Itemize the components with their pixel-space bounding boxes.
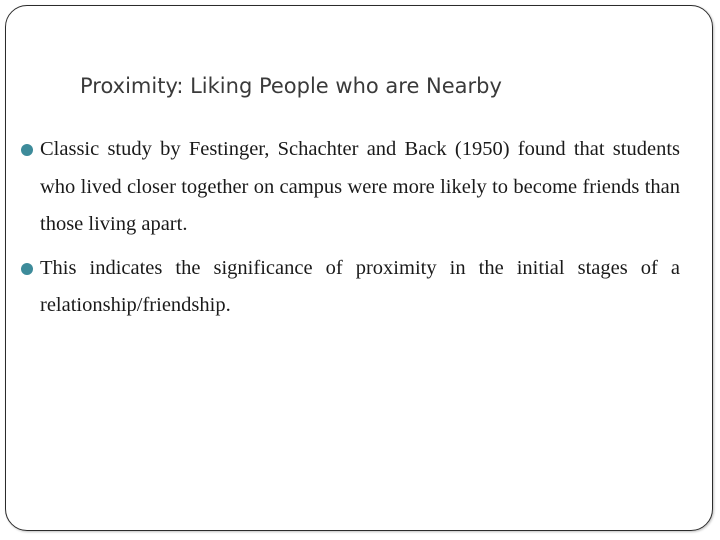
- bullet-marker-icon: [21, 263, 33, 275]
- bullet-marker-icon: [21, 144, 33, 156]
- bullet-item: [20, 250, 680, 325]
- bullet-text: This indicates the significance of proximity in the initial stages of a relationship/friendship.: [40, 256, 680, 316]
- slide-title: Proximity: Liking People who are Nearby: [80, 74, 502, 98]
- bullet-list: [20, 131, 680, 331]
- bullet-item: [20, 131, 680, 244]
- bullet-text: Classic study by Festinger, Schachter and Back (1950) found that students who lived closer together on campus were more likely to become friends than those living apart.: [40, 138, 680, 235]
